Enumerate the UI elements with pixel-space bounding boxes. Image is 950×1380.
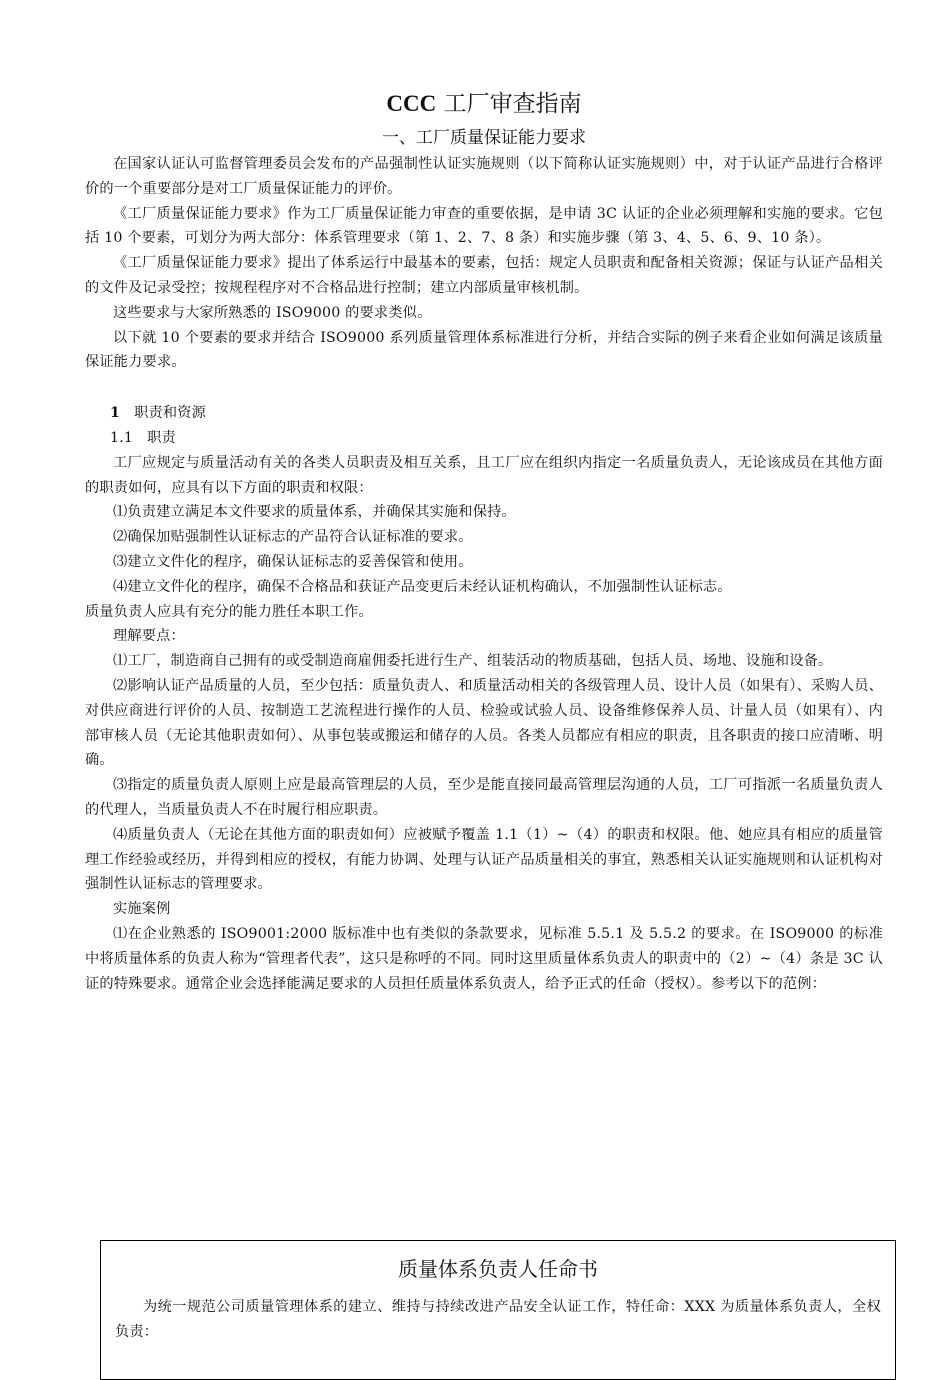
title-bold: CCC: [386, 91, 437, 116]
understanding-label: 理解要点：: [113, 628, 185, 645]
responsibility-item: ⑶建立文件化的程序，确保认证标志的妥善保管和使用。: [113, 553, 473, 570]
document-page: [85, 88, 883, 996]
responsibility-intro: 工厂应规定与质量活动有关的各类人员职责及相互关系，且工厂应在组织内指定一名质量负责人，无论该成员在其他方面的职责如何，应具有以下方面的职责和权限：: [85, 454, 883, 496]
section-1-heading: [85, 401, 883, 426]
paragraph-iso: 这些要求与大家所熟悉的 ISO9000 的要求类似。: [113, 304, 432, 321]
responsibility-tail: 质量负责人应具有充分的能力胜任本职工作。: [85, 603, 373, 620]
case-text: ⑴在企业熟悉的 ISO9001:2000 版标准中也有类似的条款要求，见标准 5.5.1 及 5.5.2 的要求。在 ISO9000 的标准中将质量体系的负责人称为“管理者代表”，这只是称呼的不同。同时这里质量体系负责人的职责中的（2）~（4）条是 3C 认证的特殊要求。通常企业会选择能满足要求的人员担任质量体系负责人，给予正式的任命（授权）。参考以下的范例：: [85, 925, 883, 992]
understanding-item: ⑷质量负责人（无论在其他方面的职责如何）应被赋予覆盖 1.1（1）~（4）的职责和权限。他、她应具有相应的质量管理工作经验或经历，并得到相应的授权，有能力协调、处理与认证产品质量相关的事宜，熟悉相关认证实施规则和认证机构对强制性认证标志的管理要求。: [85, 826, 883, 893]
case-label: 实施案例: [113, 901, 171, 918]
responsibility-item: ⑷建立文件化的程序，确保不合格品和获证产品变更后未经认证机构确认，不加强制性认证标志。: [113, 578, 732, 595]
section-1-title: 职责和资源: [134, 405, 207, 422]
responsibility-item: ⑴负责建立满足本文件要求的质量体系，并确保其实施和保持。: [113, 504, 516, 521]
section-1-1-heading: [85, 426, 883, 451]
section-1-1-number: 1.1: [110, 429, 134, 446]
appointment-title: 质量体系负责人任命书: [398, 1257, 598, 1281]
appointment-text: 为统一规范公司质量管理体系的建立、维持与持续改进产品安全认证工作，特任命：XXX 为质量体系负责人，全权负责：: [115, 1299, 881, 1340]
responsibility-item: ⑵确保加贴强制性认证标志的产品符合认证标准的要求。: [113, 529, 473, 546]
document-title: [85, 88, 883, 120]
paragraph-elements: 《工厂质量保证能力要求》提出了体系运行中最基本的要素，包括：规定人员职责和配备相关资源；保证与认证产品相关的文件及记录受控；按规程程序对不合格品进行控制；建立内部质量审核机制。: [85, 255, 883, 296]
paragraph-intro: 在国家认证认可监督管理委员会发布的产品强制性认证实施规则（以下简称认证实施规则）中，对于认证产品进行合格评价的一个重要部分是对工厂质量保证能力的评价。: [85, 156, 883, 197]
paragraph-analysis: 以下就 10 个要素的要求并结合 ISO9000 系列质量管理体系标准进行分析，并结合实际的例子来看企业如何满足该质量保证能力要求。: [85, 329, 883, 371]
paragraph-requirements: 《工厂质量保证能力要求》作为工厂质量保证能力审查的重要依据，是申请 3C 认证的企业必须理解和实施的要求。它包括 10 个要素，可划分为两大部分：体系管理要求（第 1、2、7、8 条）和实施步骤（第 3、4、5、6、9、10 条）。: [85, 205, 883, 247]
title-rest: 工厂审查指南: [436, 91, 582, 117]
section-heading: 一、工厂质量保证能力要求: [382, 128, 586, 148]
understanding-item: ⑴工厂，制造商自己拥有的或受制造商雇佣委托进行生产、组装活动的物质基础，包括人员、场地、设施和设备。: [113, 653, 833, 670]
section-1-number: 1: [110, 405, 121, 422]
spacer: [85, 375, 883, 401]
appointment-letter-box: [100, 1240, 896, 1380]
section-1-1-title: 职责: [147, 429, 176, 446]
understanding-item: ⑵影响认证产品质量的人员，至少包括：质量负责人、和质量活动相关的各级管理人员、设计人员（如果有）、采购人员、对供应商进行评价的人员、按制造工艺流程进行操作的人员、检验或试验人员、设备维修保养人员、计量人员（如果有）、内部审核人员（无论其他职责如何）、从事包装或搬运和储存的人员。各类人员都应有相应的职责，且各职责的接口应清晰、明确。: [85, 677, 883, 769]
understanding-item: ⑶指定的质量负责人原则上应是最高管理层的人员，至少是能直接同最高管理层沟通的人员，工厂可指派一名质量负责人的代理人，当质量负责人不在时履行相应职责。: [85, 777, 883, 818]
